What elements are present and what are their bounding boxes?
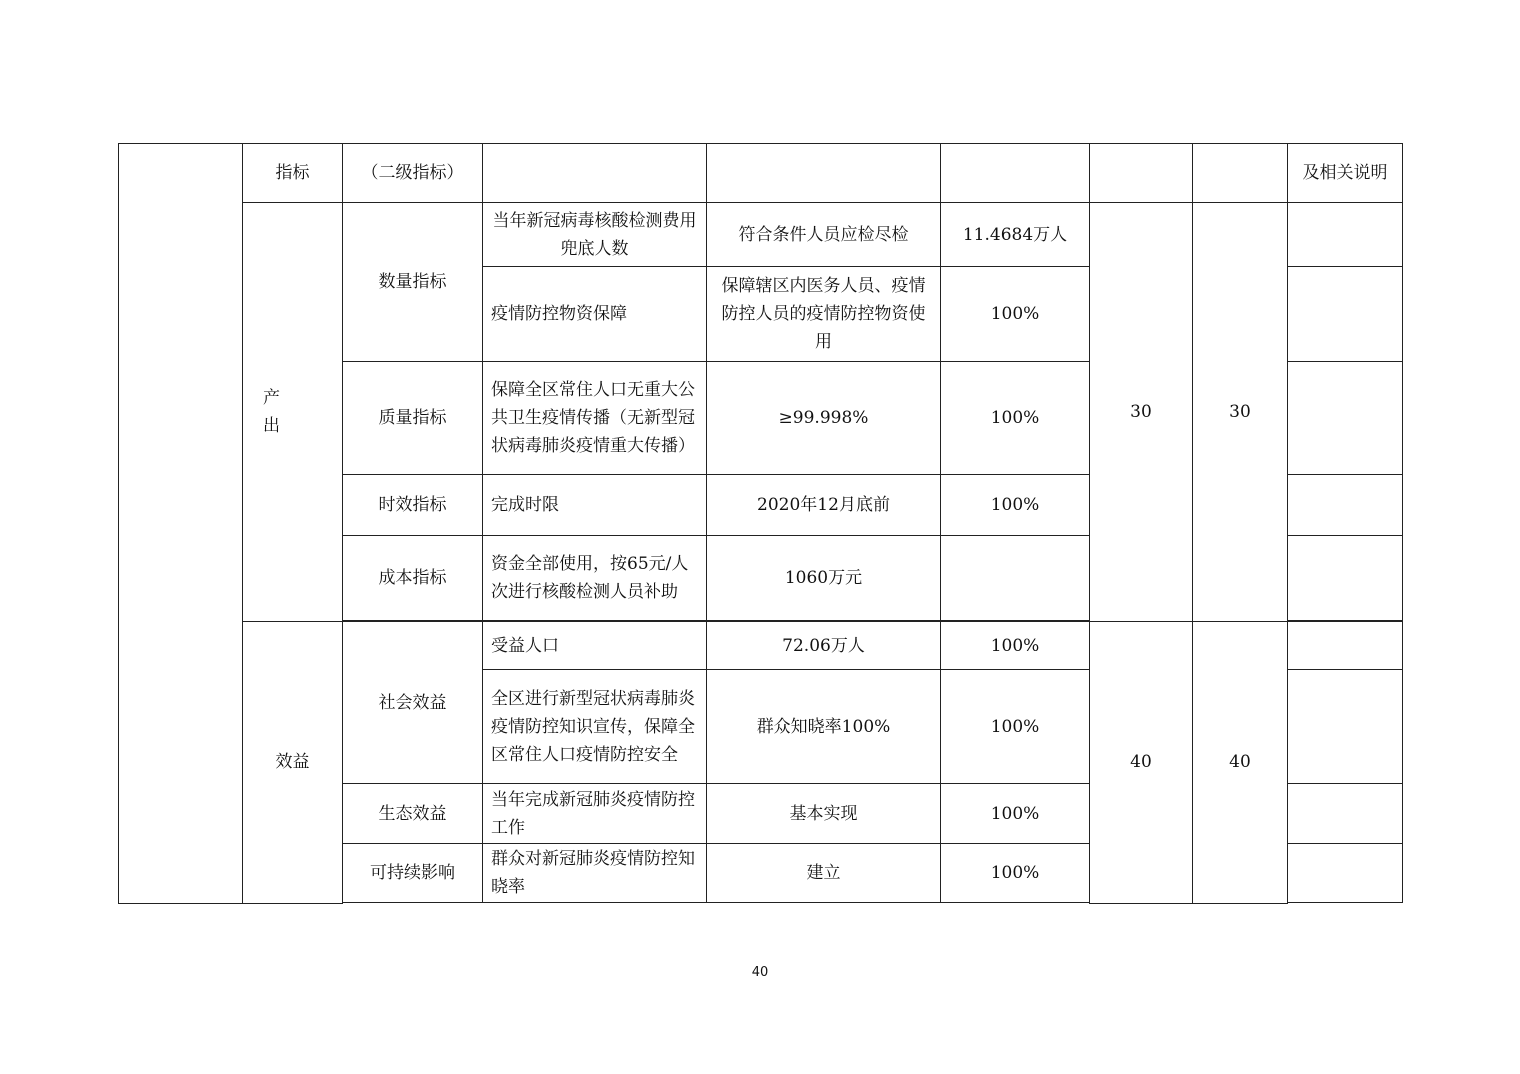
indicator-sustainable: 可持续影响 bbox=[343, 844, 483, 903]
remarks-cell bbox=[1288, 536, 1403, 621]
target-value: 符合条件人员应检尽检 bbox=[707, 203, 941, 267]
table-row bbox=[119, 622, 1403, 670]
header-empty-cell bbox=[941, 144, 1090, 203]
actual-value: 11.4684万人 bbox=[941, 203, 1090, 267]
remarks-cell bbox=[1288, 267, 1403, 362]
indicator-ecological: 生态效益 bbox=[343, 784, 483, 844]
remarks-cell bbox=[1288, 203, 1403, 267]
remarks-cell bbox=[1288, 362, 1403, 475]
header-empty-cell bbox=[483, 144, 707, 203]
target-value: 保障辖区内医务人员、疫情防控人员的疫情防控物资使用 bbox=[707, 267, 941, 362]
header-remarks: 及相关说明 bbox=[1288, 144, 1403, 203]
header-empty-cell bbox=[1193, 144, 1288, 203]
indicator-cost: 成本指标 bbox=[343, 536, 483, 621]
indicator-content: 受益人口 bbox=[483, 622, 707, 670]
indicator-content: 全区进行新型冠状病毒肺炎疫情防控知识宣传，保障全区常住人口疫情防控安全 bbox=[483, 670, 707, 784]
benefit-score-a: 40 bbox=[1090, 622, 1193, 904]
actual-value: 100% bbox=[941, 267, 1090, 362]
indicator-content: 当年新冠病毒核酸检测费用兜底人数 bbox=[483, 203, 707, 267]
page-number: 40 bbox=[751, 965, 769, 980]
performance-table bbox=[118, 143, 1403, 904]
header-level1-indicator: 指标 bbox=[243, 144, 343, 203]
actual-value: 100% bbox=[941, 844, 1090, 903]
header-empty-cell bbox=[707, 144, 941, 203]
benefit-score-b: 40 bbox=[1193, 622, 1288, 904]
remarks-cell bbox=[1288, 475, 1403, 536]
indicator-content: 资金全部使用，按65元/人次进行核酸检测人员补助 bbox=[483, 536, 707, 621]
indicator-quantity: 数量指标 bbox=[343, 203, 483, 362]
target-value: 2020年12月底前 bbox=[707, 475, 941, 536]
target-value: ≥99.998% bbox=[707, 362, 941, 475]
header-empty-cell bbox=[1090, 144, 1193, 203]
indicator-social: 社会效益 bbox=[343, 622, 483, 784]
indicator-content: 保障全区常住人口无重大公共卫生疫情传播（无新型冠状病毒肺炎疫情重大传播） bbox=[483, 362, 707, 475]
actual-value: 100% bbox=[941, 670, 1090, 784]
header-row bbox=[119, 144, 1403, 203]
actual-value: 100% bbox=[941, 362, 1090, 475]
target-value: 72.06万人 bbox=[707, 622, 941, 670]
indicator-content: 疫情防控物资保障 bbox=[483, 267, 707, 362]
target-value: 1060万元 bbox=[707, 536, 941, 621]
indicator-timeliness: 时效指标 bbox=[343, 475, 483, 536]
output-score-a: 30 bbox=[1090, 203, 1193, 622]
header-level2-indicator: （二级指标） bbox=[343, 144, 483, 203]
actual-value bbox=[941, 536, 1090, 621]
actual-value: 100% bbox=[941, 475, 1090, 536]
left-blank-cell bbox=[119, 144, 243, 904]
category-output: 产出 bbox=[243, 203, 343, 622]
indicator-content: 完成时限 bbox=[483, 475, 707, 536]
output-score-b: 30 bbox=[1193, 203, 1288, 622]
actual-value: 100% bbox=[941, 784, 1090, 844]
target-value: 群众知晓率100% bbox=[707, 670, 941, 784]
table-row bbox=[119, 203, 1403, 267]
remarks-cell bbox=[1288, 622, 1403, 670]
indicator-content: 当年完成新冠肺炎疫情防控工作 bbox=[483, 784, 707, 844]
indicator-content: 群众对新冠肺炎疫情防控知晓率 bbox=[483, 844, 707, 903]
remarks-cell bbox=[1288, 844, 1403, 903]
remarks-cell bbox=[1288, 670, 1403, 784]
target-value: 基本实现 bbox=[707, 784, 941, 844]
category-benefit: 效益 bbox=[243, 622, 343, 904]
actual-value: 100% bbox=[941, 622, 1090, 670]
indicator-quality: 质量指标 bbox=[343, 362, 483, 475]
target-value: 建立 bbox=[707, 844, 941, 903]
remarks-cell bbox=[1288, 784, 1403, 844]
